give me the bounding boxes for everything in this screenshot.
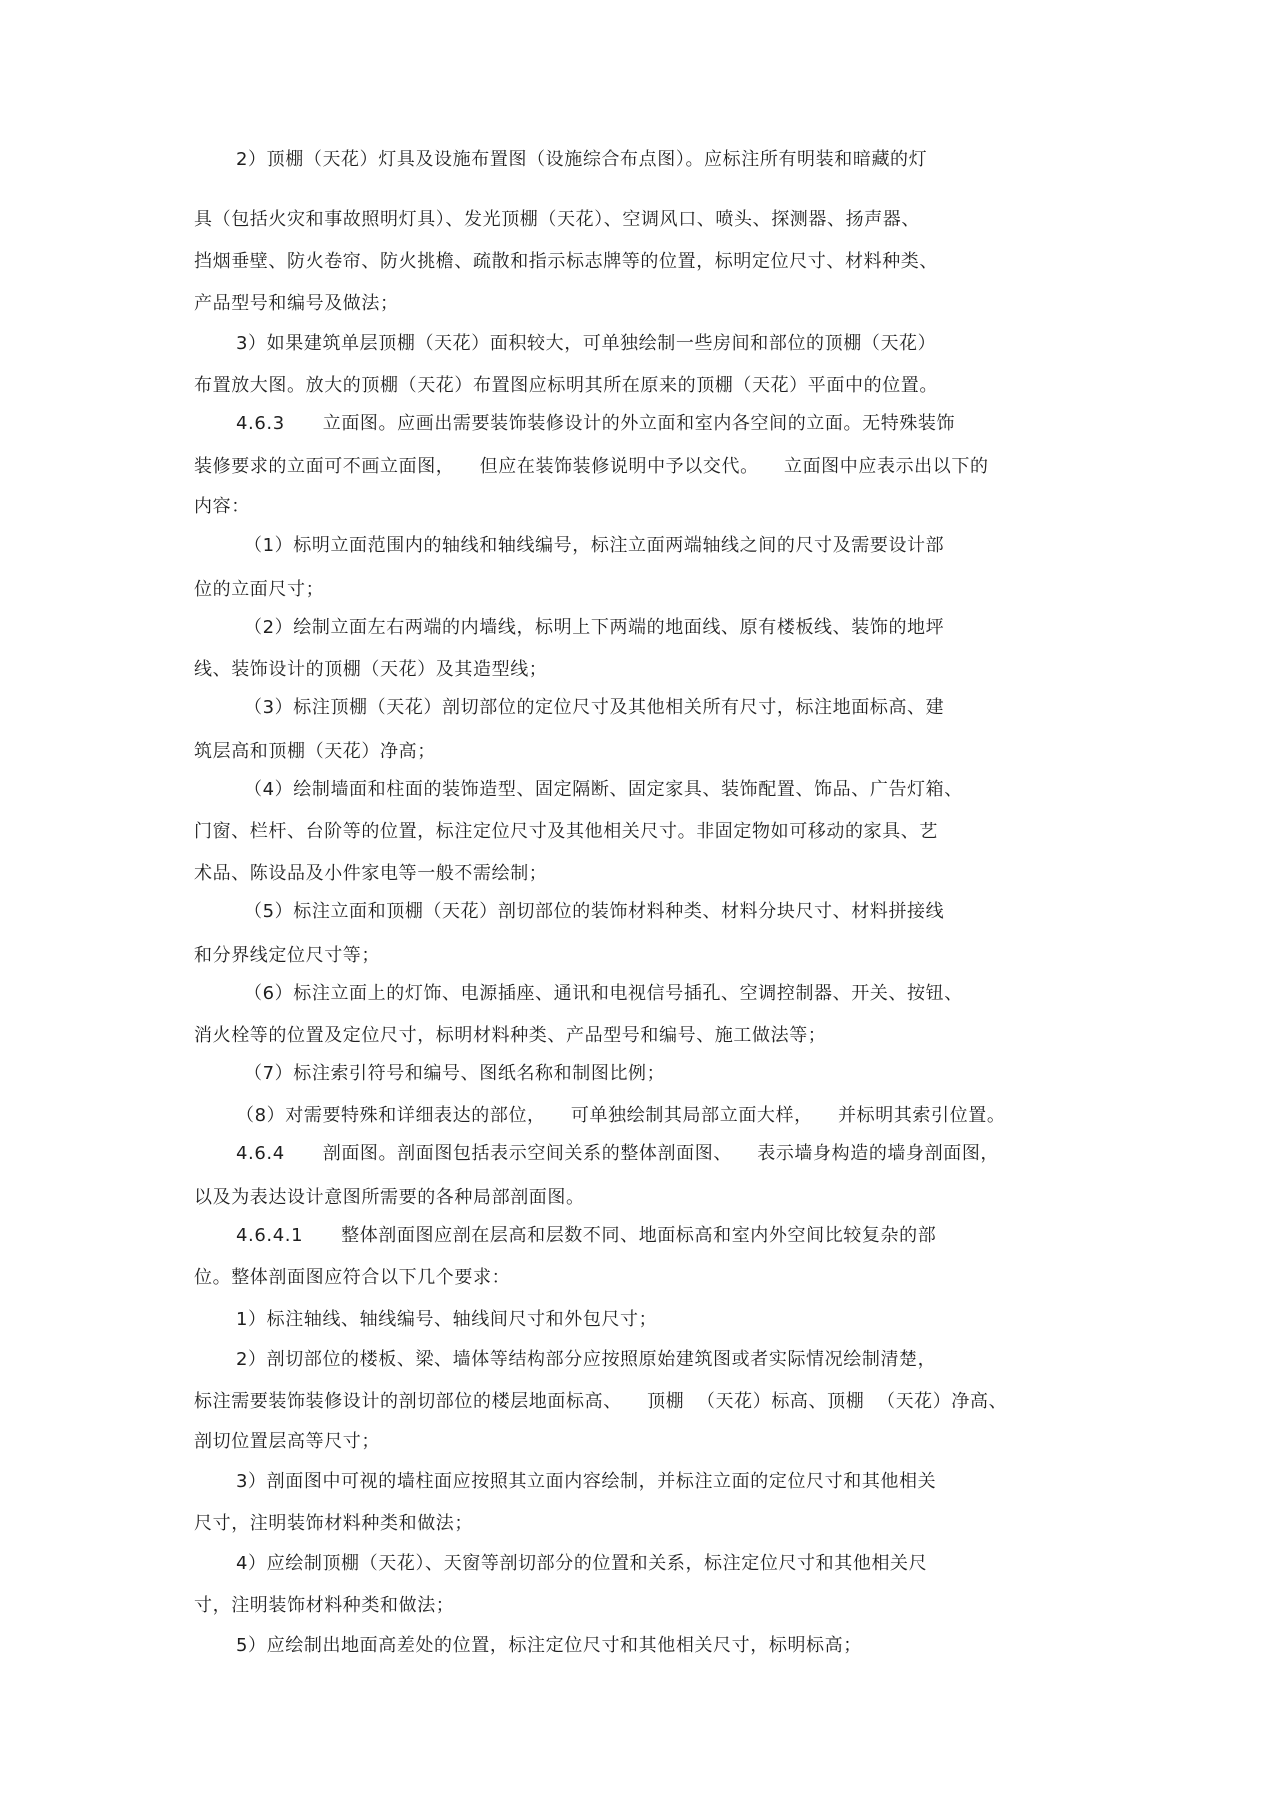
list-item-2: （2）绘制立面左右两端的内墙线，标明上下两端的地面线、原有楼板线、装饰的地坪	[244, 617, 945, 638]
text-line: 寸，注明装饰材料种类和做法；	[194, 1595, 455, 1616]
requirement-item-5: 5）应绘制出地面高差处的位置，标注定位尺寸和其他相关尺寸，标明标高；	[236, 1635, 862, 1656]
list-item-8: （8）对需要特殊和详细表达的部位， 可单独绘制其局部立面大样， 并标明其索引位置。	[236, 1105, 1006, 1126]
list-item-4: （4）绘制墙面和柱面的装饰造型、固定隔断、固定家具、装饰配置、饰品、广告灯箱、	[244, 779, 963, 800]
text-line: 标注需要装饰装修设计的剖切部位的楼层地面标高、 顶棚 （天花）标高、顶棚 （天花）净高、	[194, 1391, 1008, 1412]
text-line: 3）如果建筑单层顶棚（天花）面积较大，可单独绘制一些房间和部位的顶棚（天花）	[236, 333, 937, 354]
text-line: 消火栓等的位置及定位尺寸，标明材料种类、产品型号和编号、施工做法等；	[194, 1025, 827, 1046]
list-item-6: （6）标注立面上的灯饰、电源插座、通讯和电视信号插孔、空调控制器、开关、按钮、	[244, 983, 963, 1004]
section-heading-4-6-4: 4.6.4 剖面图。剖面图包括表示空间关系的整体剖面图、 表示墙身构造的墙身剖面图，	[236, 1143, 1000, 1164]
list-item-7: （7）标注索引符号和编号、图纸名称和制图比例；	[244, 1063, 666, 1084]
text-line: 位。整体剖面图应符合以下几个要求：	[194, 1267, 511, 1288]
text-line: 线、装饰设计的顶棚（天花）及其造型线；	[194, 659, 548, 680]
text-line: 和分界线定位尺寸等；	[194, 945, 380, 966]
text-line: 2）顶棚（天花）灯具及设施布置图（设施综合布点图）。应标注所有明装和暗藏的灯	[236, 149, 928, 170]
requirement-item-3: 3）剖面图中可视的墙柱面应按照其立面内容绘制，并标注立面的定位尺寸和其他相关	[236, 1471, 937, 1492]
text-line: 具（包括火灾和事故照明灯具）、发光顶棚（天花）、空调风口、喷头、探测器、扬声器、	[194, 209, 920, 230]
list-item-1: （1）标明立面范围内的轴线和轴线编号，标注立面两端轴线之间的尺寸及需要设计部	[244, 535, 945, 556]
text-line: 筑层高和顶棚（天花）净高；	[194, 741, 436, 762]
text-line: 门窗、栏杆、台阶等的位置，标注定位尺寸及其他相关尺寸。非固定物如可移动的家具、艺	[194, 821, 938, 842]
text-line: 布置放大图。放大的顶棚（天花）布置图应标明其所在原来的顶棚（天花）平面中的位置。	[194, 375, 938, 396]
text-line: 尺寸，注明装饰材料种类和做法；	[194, 1513, 473, 1534]
text-line: 位的立面尺寸；	[194, 579, 325, 600]
text-line: 以及为表达设计意图所需要的各种局部剖面图。	[194, 1187, 585, 1208]
text-line: 产品型号和编号及做法；	[194, 293, 399, 314]
list-item-3: （3）标注顶棚（天花）剖切部位的定位尺寸及其他相关所有尺寸，标注地面标高、建	[244, 697, 945, 718]
requirement-item-4: 4）应绘制顶棚（天花）、天窗等剖切部分的位置和关系，标注定位尺寸和其他相关尺	[236, 1553, 928, 1574]
text-line: 挡烟垂壁、防火卷帘、防火挑檐、疏散和指示标志牌等的位置，标明定位尺寸、材料种类、	[194, 251, 938, 272]
text-line: 剖切位置层高等尺寸；	[194, 1431, 380, 1452]
list-item-5: （5）标注立面和顶棚（天花）剖切部位的装饰材料种类、材料分块尺寸、材料拼接线	[244, 901, 945, 922]
text-line: 装修要求的立面可不画立面图， 但应在装饰装修说明中予以交代。 立面图中应表示出以下的	[194, 456, 989, 477]
section-heading-4-6-4-1: 4.6.4.1 整体剖面图应剖在层高和层数不同、地面标高和室内外空间比较复杂的部	[236, 1225, 937, 1246]
requirement-item-2: 2）剖切部位的楼板、梁、墙体等结构部分应按照原始建筑图或者实际情况绘制清楚，	[236, 1349, 937, 1370]
text-line: 内容：	[194, 496, 250, 517]
text-line: 术品、陈设品及小件家电等一般不需绘制；	[194, 863, 548, 884]
requirement-item-1: 1）标注轴线、轴线编号、轴线间尺寸和外包尺寸；	[236, 1309, 658, 1330]
section-heading-4-6-3: 4.6.3 立面图。应画出需要装饰装修设计的外立面和室内各空间的立面。无特殊装饰	[236, 413, 956, 434]
